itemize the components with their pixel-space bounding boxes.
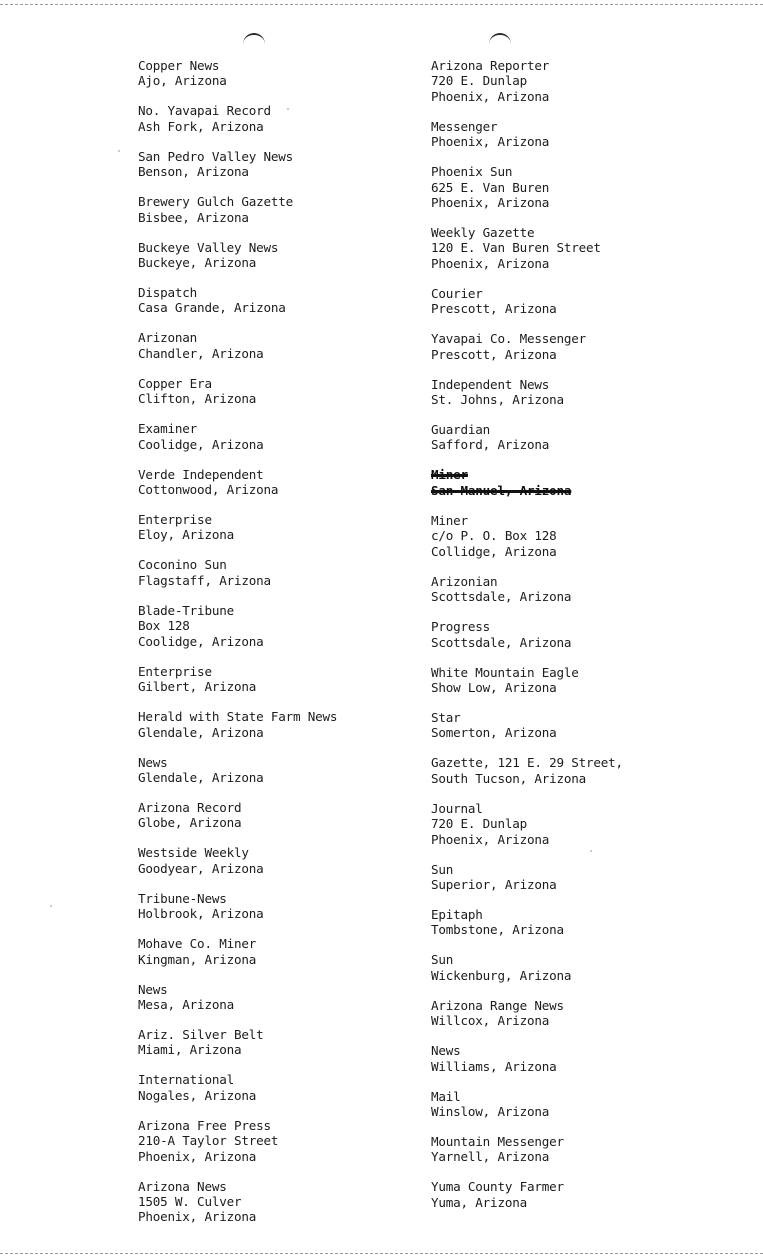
newspaper-address-line: 120 E. Van Buren Street xyxy=(431,240,601,256)
newspaper-address-line: Bisbee, Arizona xyxy=(138,209,249,225)
newspaper-entry xyxy=(431,513,761,559)
newspaper-name: Blade-Tribune xyxy=(138,602,234,618)
newspaper-address-line: Willcox, Arizona xyxy=(431,1013,550,1029)
newspaper-entry xyxy=(431,225,761,271)
newspaper-address-line: Coolidge, Arizona xyxy=(138,436,264,452)
newspaper-name: Star xyxy=(431,709,461,725)
newspaper-address-line: Miami, Arizona xyxy=(138,1042,242,1058)
newspaper-address-line: Phoenix, Arizona xyxy=(431,255,550,271)
newspaper-address-line: c/o P. O. Box 128 xyxy=(431,528,557,544)
newspaper-name: Sun xyxy=(431,952,454,968)
newspaper-entry xyxy=(431,755,761,786)
top-perforation xyxy=(0,4,763,5)
newspaper-entry xyxy=(431,998,761,1029)
newspaper-entry xyxy=(138,194,468,225)
newspaper-entry xyxy=(138,982,468,1013)
newspaper-address-line: Gilbert, Arizona xyxy=(138,679,257,695)
newspaper-address-line: Ash Fork, Arizona xyxy=(138,118,264,134)
newspaper-entry xyxy=(138,1027,468,1058)
newspaper-entry xyxy=(431,1043,761,1074)
newspaper-name: No. Yavapai Record xyxy=(138,103,271,119)
newspaper-entry xyxy=(138,512,468,543)
newspaper-name: Epitaph xyxy=(431,906,483,922)
newspaper-address-line: Coolidge, Arizona xyxy=(138,633,264,649)
newspaper-address-line: Phoenix, Arizona xyxy=(431,88,550,104)
newspaper-address-line: Somerton, Arizona xyxy=(431,725,557,741)
newspaper-address-line: Nogales, Arizona xyxy=(138,1087,257,1103)
right-punch-hole-icon xyxy=(489,33,511,45)
newspaper-address-line: Prescott, Arizona xyxy=(431,346,557,362)
scan-speck xyxy=(287,108,289,110)
newspaper-name: Gazette, 121 E. 29 Street, xyxy=(431,755,623,771)
newspaper-name: Enterprise xyxy=(138,663,212,679)
newspaper-address-line: Holbrook, Arizona xyxy=(138,906,264,922)
newspaper-address-line: Scottsdale, Arizona xyxy=(431,634,572,650)
newspaper-name: Arizonan xyxy=(138,330,198,346)
newspaper-address-line: Yarnell, Arizona xyxy=(431,1149,550,1165)
newspaper-name: Mountain Messenger xyxy=(431,1133,564,1149)
bottom-perforation xyxy=(0,1253,763,1254)
newspaper-entry xyxy=(431,862,761,893)
newspaper-name: Arizona Free Press xyxy=(138,1117,271,1133)
newspaper-entry xyxy=(138,376,468,407)
newspaper-name: Buckeye Valley News xyxy=(138,239,279,255)
newspaper-address-line: 625 E. Van Buren xyxy=(431,179,550,195)
newspaper-name: Arizona Record xyxy=(138,799,242,815)
newspaper-address-line: Mesa, Arizona xyxy=(138,996,234,1012)
newspaper-name: Progress xyxy=(431,619,491,635)
newspaper-entry xyxy=(431,574,761,605)
newspaper-address-line: Kingman, Arizona xyxy=(138,951,257,967)
newspaper-address-line: Clifton, Arizona xyxy=(138,391,257,407)
newspaper-address-line: Benson, Arizona xyxy=(138,164,249,180)
newspaper-name: Miner xyxy=(431,512,468,528)
newspaper-name: Tribune-News xyxy=(138,890,227,906)
newspaper-entry xyxy=(138,557,468,588)
newspaper-name: Journal xyxy=(431,800,483,816)
newspaper-name: Ariz. Silver Belt xyxy=(138,1026,264,1042)
newspaper-name: Miner xyxy=(431,467,468,483)
newspaper-address-line: Williams, Arizona xyxy=(431,1058,557,1074)
newspaper-address-line: Ajo, Arizona xyxy=(138,73,227,89)
newspaper-name: Herald with State Farm News xyxy=(138,709,338,725)
newspaper-entry xyxy=(431,164,761,210)
newspaper-address-line: Globe, Arizona xyxy=(138,815,242,831)
newspaper-entry xyxy=(138,58,468,89)
newspaper-address-line: 210-A Taylor Street xyxy=(138,1133,279,1149)
newspaper-entry xyxy=(138,891,468,922)
newspaper-entry xyxy=(138,421,468,452)
newspaper-entry xyxy=(431,1134,761,1165)
newspaper-address-line: Winslow, Arizona xyxy=(431,1103,550,1119)
newspaper-address-line: Wickenburg, Arizona xyxy=(431,967,572,983)
newspaper-address-line: Casa Grande, Arizona xyxy=(138,300,286,316)
newspaper-entry xyxy=(431,1179,761,1210)
scan-speck xyxy=(590,850,592,852)
newspaper-entry xyxy=(138,845,468,876)
newspaper-entry xyxy=(431,119,761,150)
newspaper-name: Coconino Sun xyxy=(138,557,227,573)
newspaper-address-line: Collidge, Arizona xyxy=(431,543,557,559)
newspaper-name: Phoenix Sun xyxy=(431,164,513,180)
newspaper-address-line: South Tucson, Arizona xyxy=(431,770,587,786)
newspaper-entry xyxy=(431,710,761,741)
newspaper-name: Examiner xyxy=(138,421,198,437)
newspaper-name: Dispatch xyxy=(138,285,198,301)
newspaper-name: Verde Independent xyxy=(138,466,264,482)
newspaper-name: Enterprise xyxy=(138,512,212,528)
left-column-newspapers xyxy=(138,58,468,1239)
newspaper-address-line: Show Low, Arizona xyxy=(431,679,557,695)
newspaper-address-line: Phoenix, Arizona xyxy=(431,831,550,847)
newspaper-entry xyxy=(138,664,468,695)
newspaper-entry xyxy=(431,619,761,650)
newspaper-address-line: Phoenix, Arizona xyxy=(138,1209,257,1225)
newspaper-address-line: Safford, Arizona xyxy=(431,437,550,453)
newspaper-name: San Pedro Valley News xyxy=(138,148,294,164)
newspaper-entry xyxy=(138,240,468,271)
newspaper-address-line: Glendale, Arizona xyxy=(138,724,264,740)
newspaper-entry xyxy=(138,1179,468,1225)
newspaper-address-line: Phoenix, Arizona xyxy=(431,195,550,211)
newspaper-name: Arizona Reporter xyxy=(431,58,550,73)
newspaper-name: Messenger xyxy=(431,118,498,134)
scan-speck xyxy=(118,150,120,152)
newspaper-entry xyxy=(431,665,761,696)
newspaper-entry xyxy=(138,103,468,134)
newspaper-address-line: Tombstone, Arizona xyxy=(431,922,564,938)
newspaper-name: Yuma County Farmer xyxy=(431,1179,564,1195)
newspaper-entry xyxy=(431,377,761,408)
newspaper-address-line: 720 E. Dunlap xyxy=(431,816,527,832)
newspaper-name: Weekly Gazette xyxy=(431,225,535,241)
newspaper-entry xyxy=(138,709,468,740)
newspaper-entry xyxy=(138,800,468,831)
newspaper-name: News xyxy=(431,1043,461,1059)
newspaper-address-line: 720 E. Dunlap xyxy=(431,73,527,89)
newspaper-name: Sun xyxy=(431,861,454,877)
newspaper-name: Arizonian xyxy=(431,573,498,589)
newspaper-address-line: Eloy, Arizona xyxy=(138,527,234,543)
newspaper-name: International xyxy=(138,1072,234,1088)
newspaper-address-line: Goodyear, Arizona xyxy=(138,860,264,876)
newspaper-name: Brewery Gulch Gazette xyxy=(138,194,294,210)
newspaper-entry-struck-out xyxy=(431,467,761,498)
newspaper-entry xyxy=(138,467,468,498)
newspaper-name: Copper Era xyxy=(138,375,212,391)
newspaper-entry xyxy=(138,1072,468,1103)
newspaper-address-line: Superior, Arizona xyxy=(431,876,557,892)
newspaper-entry xyxy=(431,331,761,362)
newspaper-name: Copper News xyxy=(138,58,220,73)
newspaper-address-line: Glendale, Arizona xyxy=(138,769,264,785)
newspaper-entry xyxy=(138,603,468,649)
newspaper-address-line: Yuma, Arizona xyxy=(431,1194,527,1210)
newspaper-address-line: San Manuel, Arizona xyxy=(431,482,572,498)
newspaper-entry xyxy=(138,330,468,361)
newspaper-name: White Mountain Eagle xyxy=(431,664,579,680)
newspaper-name: News xyxy=(138,754,168,770)
newspaper-name: Mohave Co. Miner xyxy=(138,936,257,952)
newspaper-name: Westside Weekly xyxy=(138,845,249,861)
newspaper-name: Arizona Range News xyxy=(431,997,564,1013)
right-column-newspapers xyxy=(431,58,761,1225)
newspaper-entry xyxy=(138,149,468,180)
newspaper-name: Yavapai Co. Messenger xyxy=(431,331,587,347)
newspaper-address-line: Box 128 xyxy=(138,618,190,634)
newspaper-entry xyxy=(431,952,761,983)
newspaper-name: News xyxy=(138,981,168,997)
newspaper-name: Courier xyxy=(431,285,483,301)
newspaper-entry xyxy=(138,1118,468,1164)
newspaper-entry xyxy=(138,755,468,786)
newspaper-name: Mail xyxy=(431,1088,461,1104)
newspaper-entry xyxy=(431,286,761,317)
newspaper-entry xyxy=(431,58,761,104)
newspaper-entry xyxy=(138,936,468,967)
scan-speck xyxy=(50,905,52,907)
newspaper-address-line: Chandler, Arizona xyxy=(138,345,264,361)
newspaper-address-line: Phoenix, Arizona xyxy=(138,1148,257,1164)
newspaper-address-line: Prescott, Arizona xyxy=(431,301,557,317)
newspaper-entry xyxy=(431,801,761,847)
newspaper-address-line: Scottsdale, Arizona xyxy=(431,589,572,605)
newspaper-entry xyxy=(431,1089,761,1120)
newspaper-entry xyxy=(431,422,761,453)
newspaper-name: Independent News xyxy=(431,376,550,392)
newspaper-name: Guardian xyxy=(431,422,491,438)
newspaper-entry xyxy=(431,907,761,938)
newspaper-address-line: Cottonwood, Arizona xyxy=(138,482,279,498)
newspaper-entry xyxy=(138,285,468,316)
newspaper-address-line: Phoenix, Arizona xyxy=(431,134,550,150)
newspaper-address-line: Buckeye, Arizona xyxy=(138,255,257,271)
newspaper-address-line: 1505 W. Culver xyxy=(138,1193,242,1209)
left-punch-hole-icon xyxy=(243,33,265,45)
newspaper-address-line: St. Johns, Arizona xyxy=(431,392,564,408)
newspaper-address-line: Flagstaff, Arizona xyxy=(138,572,271,588)
newspaper-name: Arizona News xyxy=(138,1178,227,1194)
